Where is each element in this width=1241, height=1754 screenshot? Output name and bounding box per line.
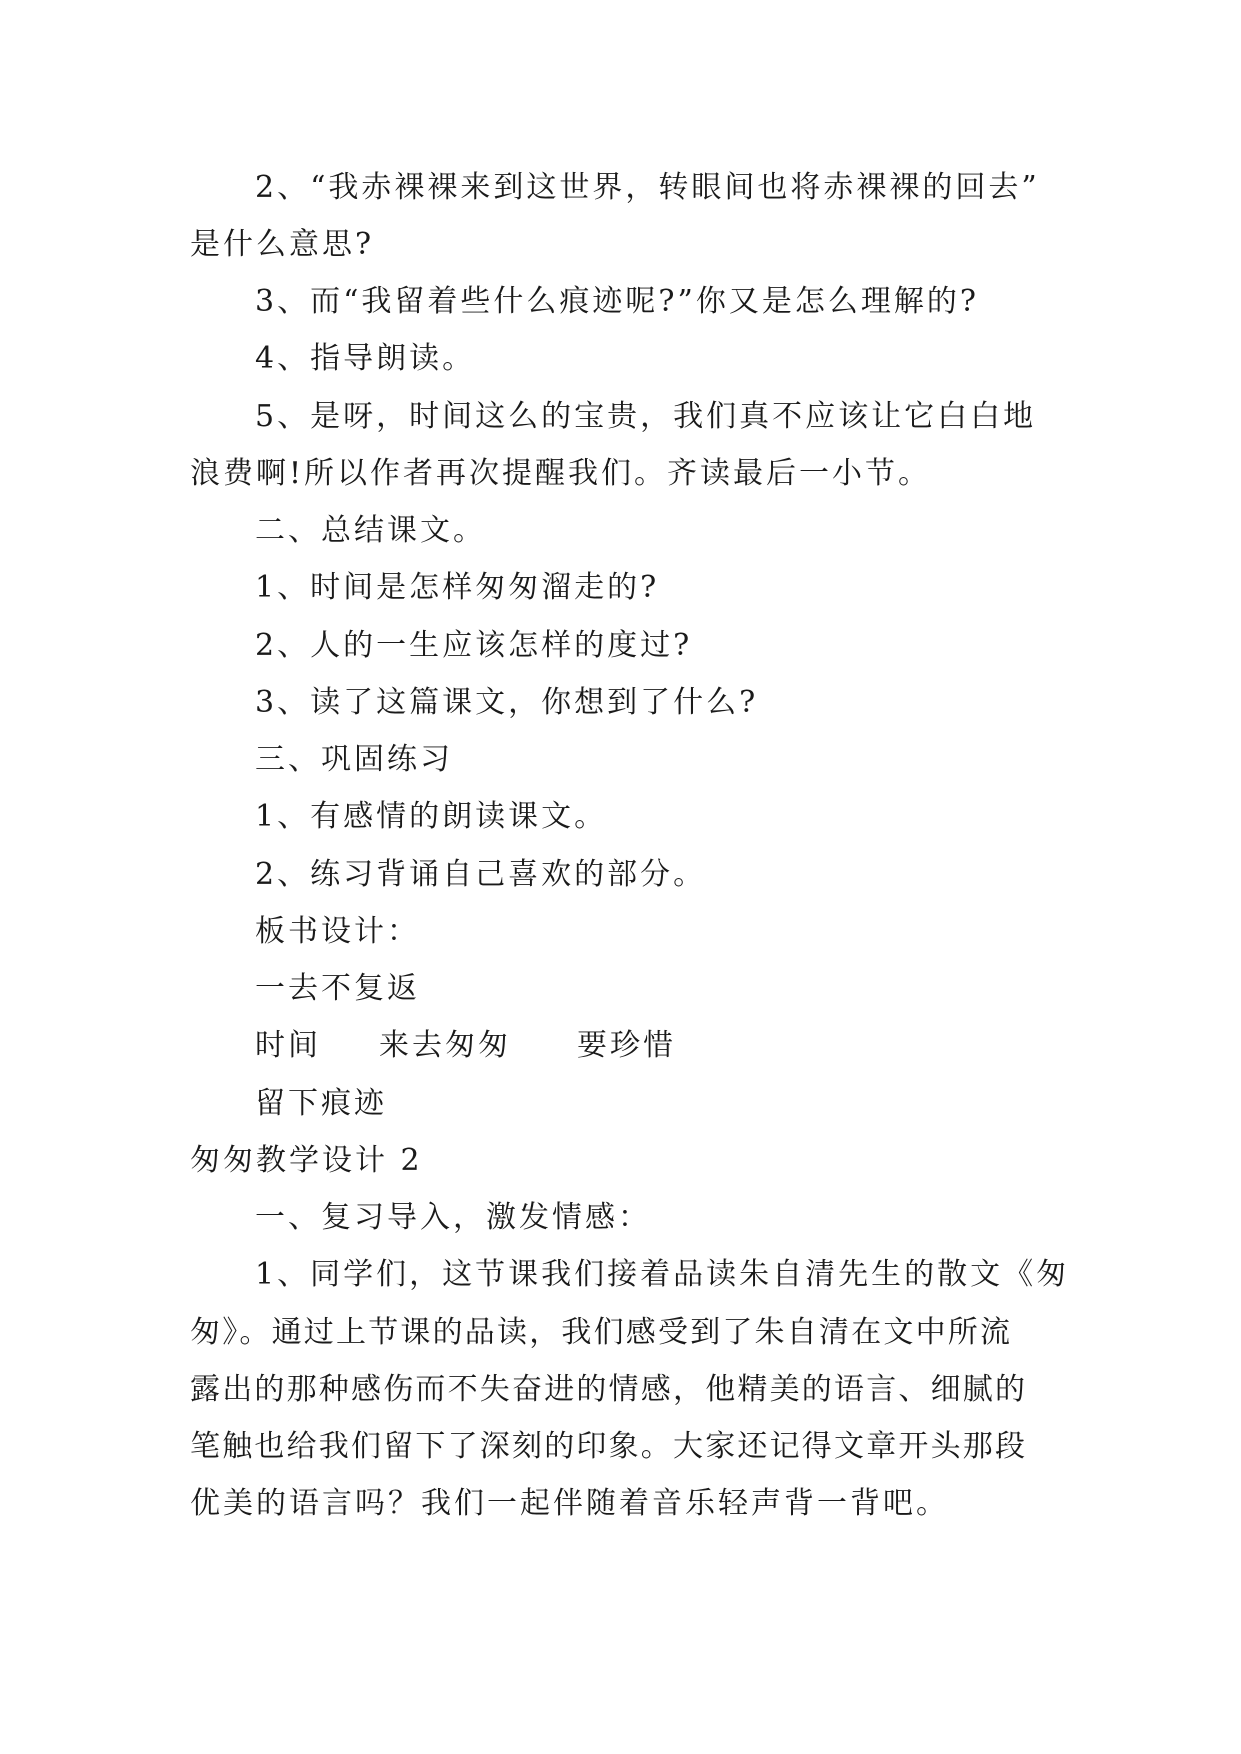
section-title: 匆匆教学设计 2	[190, 1143, 423, 1178]
text-line: 露出的那种感伤而不失奋进的情感，他精美的语言、细腻的	[190, 1372, 1028, 1407]
board-line	[255, 1026, 676, 1066]
board-line: 一去不复返	[255, 971, 420, 1006]
text-line: 1、有感情的朗读课文。	[255, 799, 608, 834]
text-line: 2、人的一生应该怎样的度过?	[255, 628, 693, 663]
text-line: 笔触也给我们留下了深刻的印象。大家还记得文章开头那段	[190, 1429, 1028, 1464]
text-line: 5、是呀，时间这么的宝贵，我们真不应该让它白白地	[255, 399, 1037, 434]
text-line: 3、读了这篇课文，你想到了什么?	[255, 685, 759, 720]
board-item: 要珍惜	[577, 1028, 676, 1063]
board-item: 时间	[255, 1028, 321, 1063]
text-line: 3、而“我留着些什么痕迹呢?”你又是怎么理解的?	[255, 284, 979, 319]
section-heading: 二、总结课文。	[255, 513, 486, 548]
text-line: 2、练习背诵自己喜欢的部分。	[255, 857, 707, 892]
text-line: 优美的语言吗？我们一起伴随着音乐轻声背一背吧。	[190, 1486, 949, 1521]
text-line: 浪费啊!所以作者再次提醒我们。齐读最后一小节。	[190, 456, 932, 491]
section-heading: 三、巩固练习	[255, 742, 453, 777]
text-line: 匆》。通过上节课的品读，我们感受到了朱自清在文中所流	[190, 1315, 1013, 1350]
board-item: 来去匆匆	[379, 1028, 511, 1063]
text-line: 1、时间是怎样匆匆溜走的?	[255, 570, 660, 605]
board-design-label: 板书设计：	[255, 914, 420, 949]
section-heading: 一、复习导入，激发情感：	[255, 1200, 651, 1235]
text-line: 4、指导朗读。	[255, 341, 476, 376]
board-line: 留下痕迹	[255, 1086, 387, 1121]
text-line: 2、“我赤裸裸来到这世界，转眼间也将赤裸裸的回去”	[255, 170, 1040, 205]
text-line: 是什么意思?	[190, 227, 375, 262]
text-line: 1、同学们，这节课我们接着品读朱自清先生的散文《匆	[255, 1257, 1070, 1292]
